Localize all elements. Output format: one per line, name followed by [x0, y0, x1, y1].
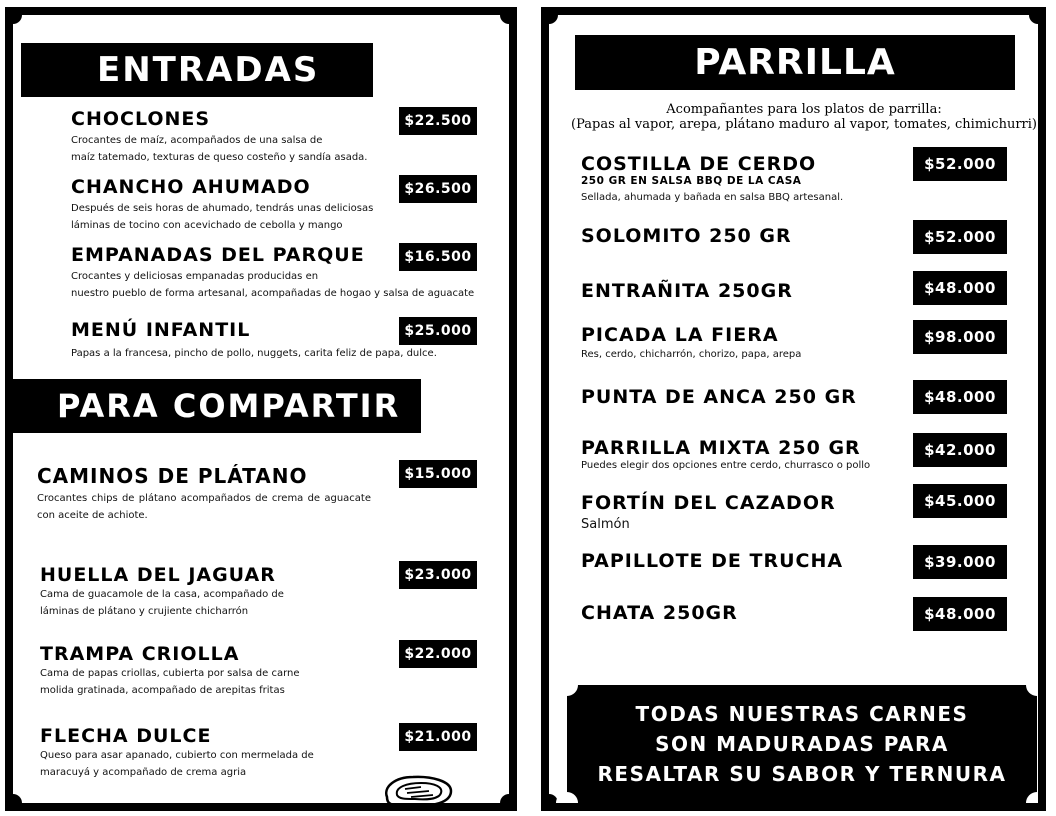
item-name: EMPANADAS DEL PARQUE [71, 244, 365, 266]
item-price: $15.000 [399, 460, 477, 488]
item-price: $52.000 [913, 147, 1007, 181]
item-name: CHATA 250GR [581, 602, 738, 624]
note-line: SON MADURADAS PARA [655, 732, 949, 756]
para-compartir-heading: PARA COMPARTIR [13, 379, 421, 433]
item-price: $52.000 [913, 220, 1007, 254]
left-menu-page [5, 7, 517, 811]
item-name: CHANCHO AHUMADO [71, 176, 311, 198]
item-price: $23.000 [399, 561, 477, 589]
item-price: $26.500 [399, 175, 477, 203]
item-description: Papas a la francesa, pincho de pollo, nuggets, carita feliz de papa, dulce. [71, 348, 437, 359]
item-price: $21.000 [399, 723, 477, 751]
corner-ornament [5, 794, 22, 811]
item-price: $16.500 [399, 243, 477, 271]
item-description: Salmón [581, 517, 630, 532]
item-description: Crocantes de maíz, acompañados de una salsa de maíz tatemado, texturas de queso costeño y sandía asada. [71, 135, 368, 163]
item-name: CAMINOS DE PLÁTANO [37, 464, 308, 488]
item-price: $25.000 [399, 317, 477, 345]
item-description: Crocantes y deliciosas empanadas producidas en nuestro pueblo de forma artesanal, acompañadas de hogao y salsa de aguacate [71, 271, 475, 299]
item-name: PAPILLOTE DE TRUCHA [581, 550, 844, 572]
menu-item [581, 437, 870, 473]
item-name: SOLOMITO 250 GR [581, 225, 792, 247]
item-name: PARRILLA MIXTA 250 GR [581, 437, 861, 459]
item-name: PICADA LA FIERA [581, 324, 779, 346]
entradas-heading: ENTRADAS [21, 43, 373, 97]
corner-ornament [5, 7, 22, 24]
menu-item [581, 324, 801, 363]
note-line: RESALTAR SU SABOR Y TERNURA [597, 762, 1007, 786]
item-price: $48.000 [913, 271, 1007, 305]
menu-item [71, 176, 373, 234]
menu-item [37, 464, 371, 524]
menu-item [581, 225, 792, 247]
item-name: HUELLA DEL JAGUAR [40, 564, 276, 586]
corner-ornament [500, 794, 517, 811]
item-price: $48.000 [913, 597, 1007, 631]
item-name: ENTRAÑITA 250GR [581, 280, 793, 302]
item-price: $22.000 [399, 640, 477, 668]
item-name: CHOCLONES [71, 108, 211, 130]
item-price: $45.000 [913, 484, 1007, 518]
corner-ornament [1029, 7, 1046, 24]
corner-ornament [541, 7, 558, 24]
menu-item [40, 564, 284, 620]
parrilla-heading: PARRILLA [575, 35, 1015, 90]
item-price: $98.000 [913, 320, 1007, 354]
item-price: $42.000 [913, 433, 1007, 467]
item-price: $22.500 [399, 107, 477, 135]
right-menu-page [541, 7, 1046, 811]
corner-ornament [500, 7, 517, 24]
menu-item [581, 280, 793, 302]
item-description: Queso para asar apanado, cubierto con mermelada de maracuyá y acompañado de crema agria [40, 750, 314, 778]
item-name: COSTILLA DE CERDO [581, 153, 817, 175]
item-description: Sellada, ahumada y bañada en salsa BBQ artesanal. [581, 192, 844, 203]
item-price: $39.000 [913, 545, 1007, 579]
note-line: TODAS NUESTRAS CARNES [635, 702, 969, 726]
item-description: Después de seis horas de ahumado, tendrás unas deliciosas láminas de tocino con acevichado de cebolla y mango [71, 203, 374, 231]
item-price: $48.000 [913, 380, 1007, 414]
menu-item [581, 153, 843, 206]
item-description: Cama de guacamole de la casa, acompañado de láminas de plátano y crujiente chicharrón [40, 589, 284, 617]
menu-item [581, 386, 857, 408]
menu-item [40, 643, 300, 699]
item-subtitle: 250 GR EN SALSA BBQ DE LA CASA [581, 175, 802, 187]
menu-item [71, 319, 437, 362]
meat-aging-note [567, 685, 1037, 803]
item-name: FORTÍN DEL CAZADOR [581, 492, 836, 514]
menu-item [581, 550, 843, 572]
menu-item [71, 108, 367, 166]
accompaniments-note: Acompañantes para los platos de parrilla: (Papas al vapor, arepa, plátano maduro al vapor, tomates, chimichurri) [571, 102, 1037, 132]
menu-item [40, 725, 314, 781]
item-name: TRAMPA CRIOLLA [40, 643, 240, 665]
menu-item [581, 492, 836, 533]
steak-icon [381, 773, 455, 809]
item-description: Crocantes chips de plátano acompañados de crema de aguacate con aceite de achiote. [37, 493, 371, 521]
item-name: MENÚ INFANTIL [71, 319, 251, 341]
item-name: FLECHA DULCE [40, 725, 212, 747]
item-name: PUNTA DE ANCA 250 GR [581, 386, 857, 408]
item-description: Puedes elegir dos opciones entre cerdo, churrasco o pollo [581, 460, 871, 471]
menu-item [581, 602, 738, 624]
item-description: Res, cerdo, chicharrón, chorizo, papa, arepa [581, 349, 802, 360]
item-description: Cama de papas criollas, cubierta por salsa de carne molida gratinada, acompañado de arepitas fritas [40, 668, 300, 696]
